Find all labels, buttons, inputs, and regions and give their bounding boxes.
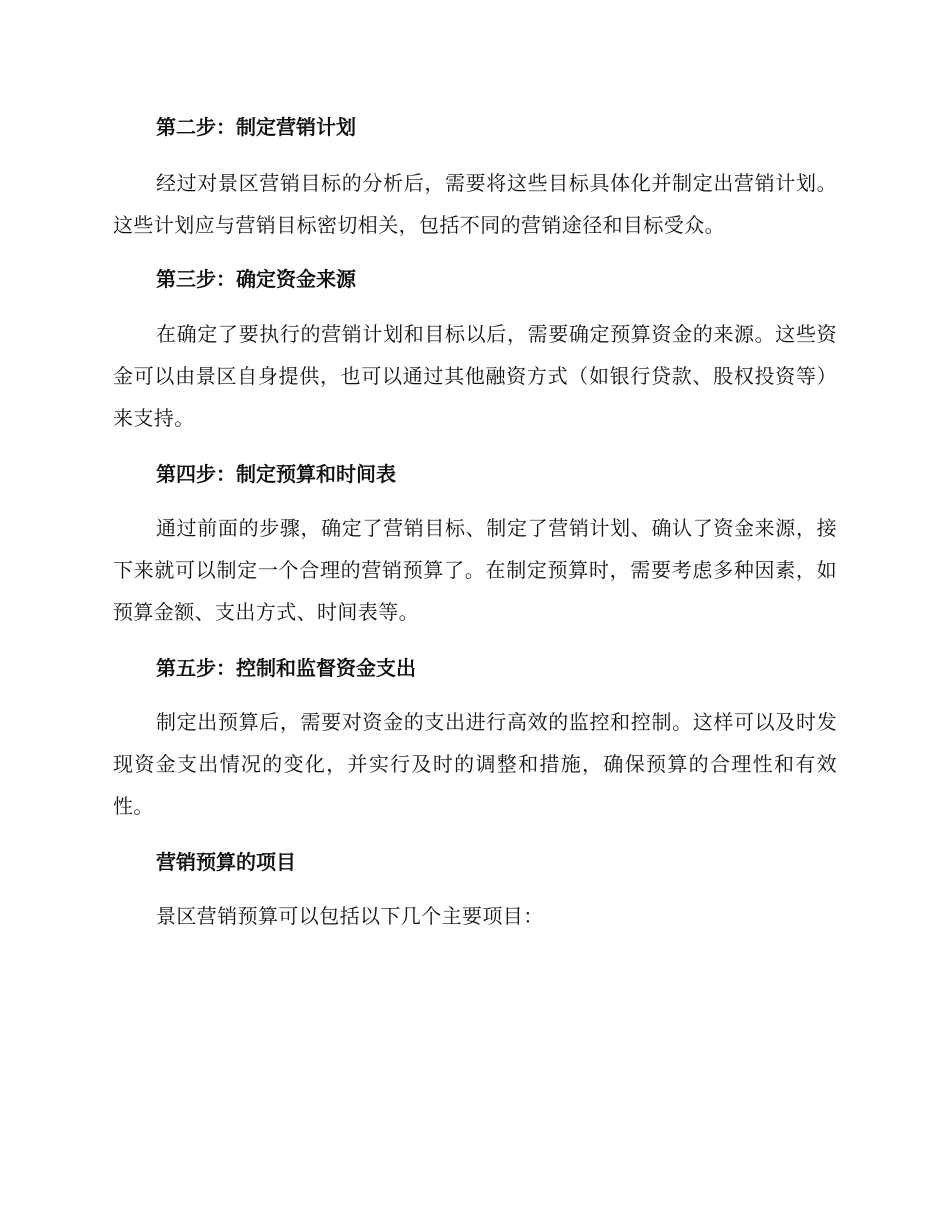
section-paragraph-step-2: 经过对景区营销目标的分析后，需要将这些目标具体化并制定出营销计划。这些计划应与营销目标密切相关，包括不同的营销途径和目标受众。	[113, 171, 837, 237]
section-heading-step-5: 第五步：控制和监督资金支出	[156, 656, 416, 680]
section-heading-step-3: 第三步：确定资金来源	[156, 267, 356, 291]
section-paragraph-budget-items: 景区营销预算可以包括以下几个主要项目：	[156, 904, 544, 928]
section-paragraph-step-3: 在确定了要执行的营销计划和目标以后，需要确定预算资金的来源。这些资金可以由景区自身提供，也可以通过其他融资方式（如银行贷款、股权投资等）来支持。	[113, 322, 837, 430]
section-heading-step-2: 第二步：制定营销计划	[156, 115, 356, 139]
section-paragraph-step-4: 通过前面的步骤，确定了营销目标、制定了营销计划、确认了资金来源，接下来就可以制定一个合理的营销预算了。在制定预算时，需要考虑多种因素，如预算金额、支出方式、时间表等。	[113, 516, 837, 624]
section-paragraph-step-5: 制定出预算后，需要对资金的支出进行高效的监控和控制。这样可以及时发现资金支出情况的变化，并实行及时的调整和措施，确保预算的合理性和有效性。	[113, 710, 837, 818]
section-heading-step-4: 第四步：制定预算和时间表	[156, 462, 396, 486]
section-heading-budget-items: 营销预算的项目	[156, 850, 296, 874]
